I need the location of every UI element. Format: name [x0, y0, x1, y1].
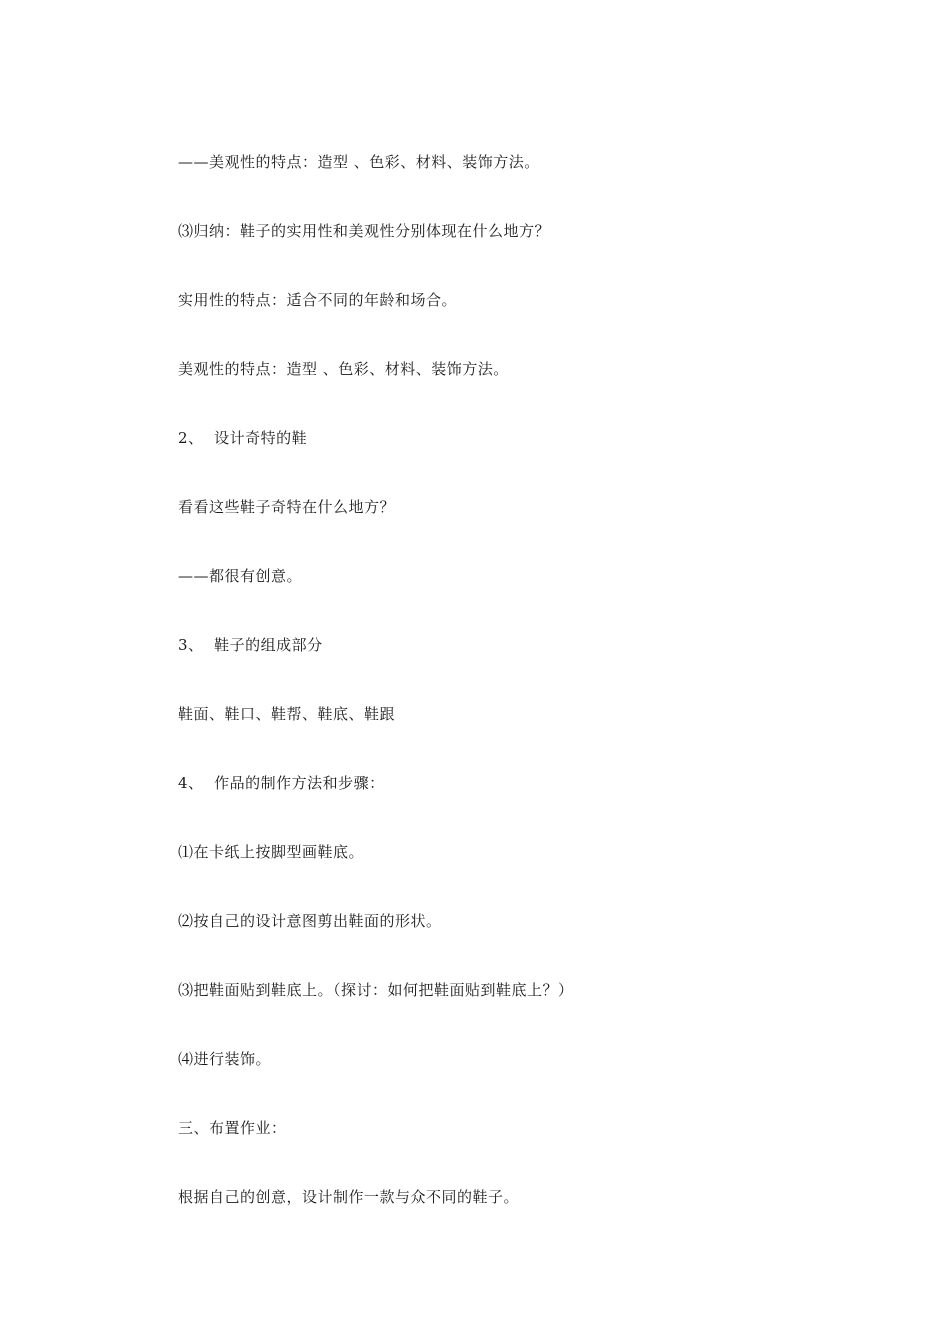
paragraph-creative-answer: ——都很有创意。	[178, 567, 303, 585]
paragraph-homework-task: 根据自己的创意，设计制作一款与众不同的鞋子。	[178, 1188, 520, 1206]
paragraph-aesthetic-features: 美观性的特点：造型 、色彩、材料、装饰方法。	[178, 360, 509, 378]
section-heading-design-shoes: 2、 设计奇特的鞋	[178, 429, 308, 447]
section-heading-homework: 三、布置作业：	[178, 1119, 287, 1137]
section-heading-method-steps: 4、 作品的制作方法和步骤：	[178, 774, 385, 792]
step-2: ⑵按自己的设计意图剪出鞋面的形状。	[178, 912, 442, 930]
step-1: ⑴在卡纸上按脚型画鞋底。	[178, 843, 365, 861]
section-heading-shoe-parts: 3、 鞋子的组成部分	[178, 636, 323, 654]
paragraph-unique-question: 看看这些鞋子奇特在什么地方？	[178, 498, 396, 516]
step-3: ⑶把鞋面贴到鞋底上。（探讨：如何把鞋面贴到鞋底上？）	[178, 981, 574, 999]
paragraph-summary-question: ⑶归纳：鞋子的实用性和美观性分别体现在什么地方？	[178, 222, 551, 240]
paragraph-shoe-parts-list: 鞋面、鞋口、鞋帮、鞋底、鞋跟	[178, 705, 396, 723]
step-4: ⑷进行装饰。	[178, 1050, 272, 1068]
paragraph-aesthetic-features-dash: ——美观性的特点：造型 、色彩、材料、装饰方法。	[178, 153, 540, 171]
paragraph-practical-features: 实用性的特点：适合不同的年龄和场合。	[178, 291, 458, 309]
